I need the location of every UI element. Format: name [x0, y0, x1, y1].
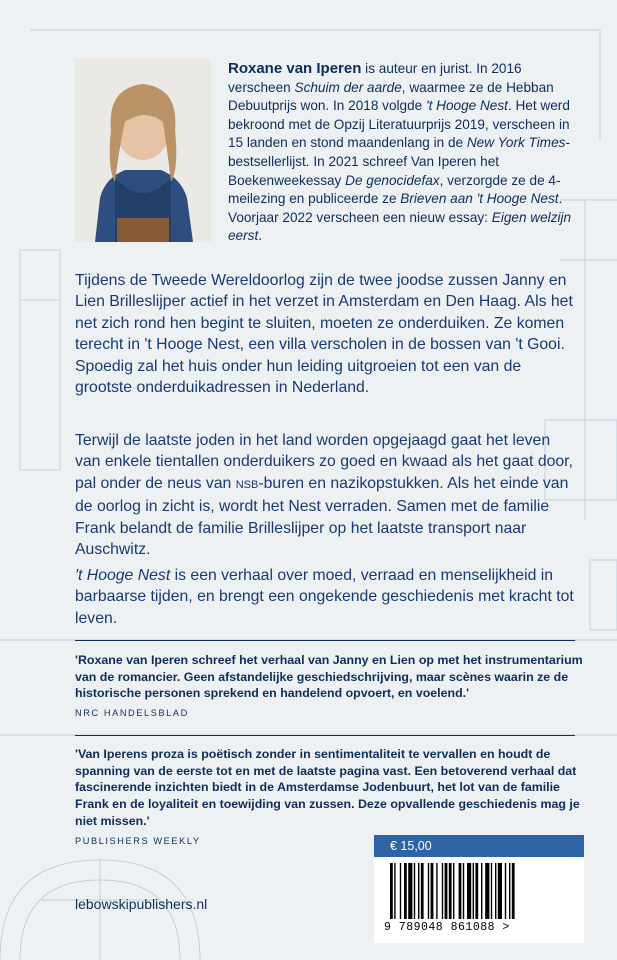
book-title-schuim: Schuim der aarde [294, 79, 402, 95]
book-title-hooge-nest: 't Hooge Nest [426, 98, 508, 114]
barcode-bar [421, 863, 424, 919]
barcode-bar [481, 863, 482, 919]
barcode-bar [445, 863, 448, 919]
bio-text: , waarmee ze de Hebban Debuutprijs won. In 2018 volgde [228, 79, 554, 114]
barcode-bar [428, 863, 429, 919]
barcode-bar [408, 863, 412, 919]
book-title: 't Hooge Nest [75, 567, 171, 584]
newspaper-title: New York Times [466, 135, 566, 151]
review-quote-1 [75, 652, 585, 722]
essay-title-genocidefax: De genocidefax [345, 172, 440, 188]
barcode-bar [505, 863, 506, 919]
barcode-bar [495, 863, 496, 919]
barcode-bar [404, 863, 407, 919]
barcode-bar [442, 863, 443, 919]
isbn-barcode [374, 857, 584, 943]
author-bio [228, 60, 573, 246]
quote-source: PUBLISHERS WEEKLY [75, 835, 201, 846]
barcode-bar [431, 863, 434, 919]
quote-source: NRC HANDELSBLAD [75, 708, 189, 719]
blurb-text: -buren en nazikopstukken. Als het einde van de oorlog in zicht is, wordt het Nest verraden. Samen met de familie Frank belandt de familie Brilleslijper op het laatste transport naar Auschwitz. [75, 474, 569, 559]
quote-text: 'Roxane van Iperen schreef het verhaal van Janny en Lien op met het instrumentarium van de romancier. Geen afstandelijke geschiedschrijving, maar scènes waarin ze de historische personen sprekend en handelend opvoert, en voelend.' [75, 653, 583, 701]
bio-text: is auteur en jurist. In 2016 verscheen [228, 61, 522, 95]
barcode-bar [453, 863, 454, 919]
bio-text: -bestsellerlijst. In 2021 schreef Van Iperen het Boekenweekessay [228, 135, 570, 188]
divider [75, 640, 575, 641]
blurb-paragraph-2 [75, 430, 575, 560]
barcode-bar [394, 863, 395, 919]
barcode-bar [485, 863, 489, 919]
book-title-brieven: Brieven aan 't Hooge Nest [400, 191, 559, 207]
blurb-text: Terwijl de laatste joden in het land worden opgejaagd gaat het leven van enkele tientallen onderduikers zo goed en kwaad als het gaat door, pal onder de neus van [75, 432, 573, 492]
barcode-bar [491, 863, 492, 919]
barcode-bar [436, 863, 437, 919]
barcode-bar [459, 863, 462, 919]
author-name: Roxane van Iperen [228, 60, 362, 77]
barcode-bar [512, 863, 515, 919]
price-label: € 15,00 [374, 835, 584, 857]
blurb-text: is een verhaal over moed, verraad en menselijkheid in barbaarse tijden, en brengt een ongekende geschiedenis met kracht tot leven. [75, 567, 574, 627]
blurb-paragraph-3 [75, 565, 575, 629]
barcode-bar [400, 863, 401, 919]
essay-title-eigen-welzijn: Eigen welzijn eerst [228, 209, 572, 244]
barcode-bar [418, 863, 419, 919]
blurb-paragraph-1: Tijdens de Tweede Wereldoorlog zijn de twee joodse zussen Janny en Lien Brilleslijper actief in het verzet in Amsterdam en Den Haag. Als het net zich rond hen begint te sluiten, moeten ze onderduiken. Ze komen terecht in 't Hooge Nest, een villa verscholen in de bossen van 't Gooi. Spoedig zal het huis onder hun leiding uitgroeien tot een van de grootste onderduikadressen in Nederland. [75, 272, 573, 397]
barcode-bar [463, 863, 464, 919]
barcode-bar [449, 863, 452, 919]
publisher-website: lebowskipublishers.nl [75, 896, 208, 912]
quote-text: 'Van Iperens proza is poëtisch zonder in sentimentaliteit te vervallen en houdt de spanning van de eerste tot en met de laatste pagina vast. Een betoverend verhaal dat fascinerende inzichten biedt in de Amsterdamse Jodenbuurt, het lot van de familie Frank en de loyaliteit en toewijding van zussen. Deze opvallende geschiedenis mag je niet missen.' [75, 747, 580, 828]
isbn-number: 9 789048 861088 > [384, 921, 510, 934]
barcode-bar [498, 863, 502, 919]
bio-text: . Voorjaar 2022 verscheen een nieuw essay: [228, 191, 563, 225]
bio-text: . Het werd bekroond met de Opzij Literatuurprijs 2019, verscheen in 15 landen en stond maandenlang in de [228, 98, 570, 151]
barcode-bar [475, 863, 478, 919]
author-photo [75, 58, 211, 242]
barcode-bar [509, 863, 510, 919]
nsb-abbreviation: NSB [235, 478, 259, 491]
bio-text: , verzorgde ze de 4-meilezing en publiceerde ze [228, 172, 561, 207]
barcode-bar [390, 863, 393, 919]
bio-text: . [258, 228, 263, 244]
barcode-bars [386, 863, 572, 921]
barcode-bar [473, 863, 474, 919]
barcode-bar [467, 863, 471, 919]
barcode-bar [414, 863, 415, 919]
divider [75, 735, 575, 736]
review-quote-2 [75, 746, 585, 849]
